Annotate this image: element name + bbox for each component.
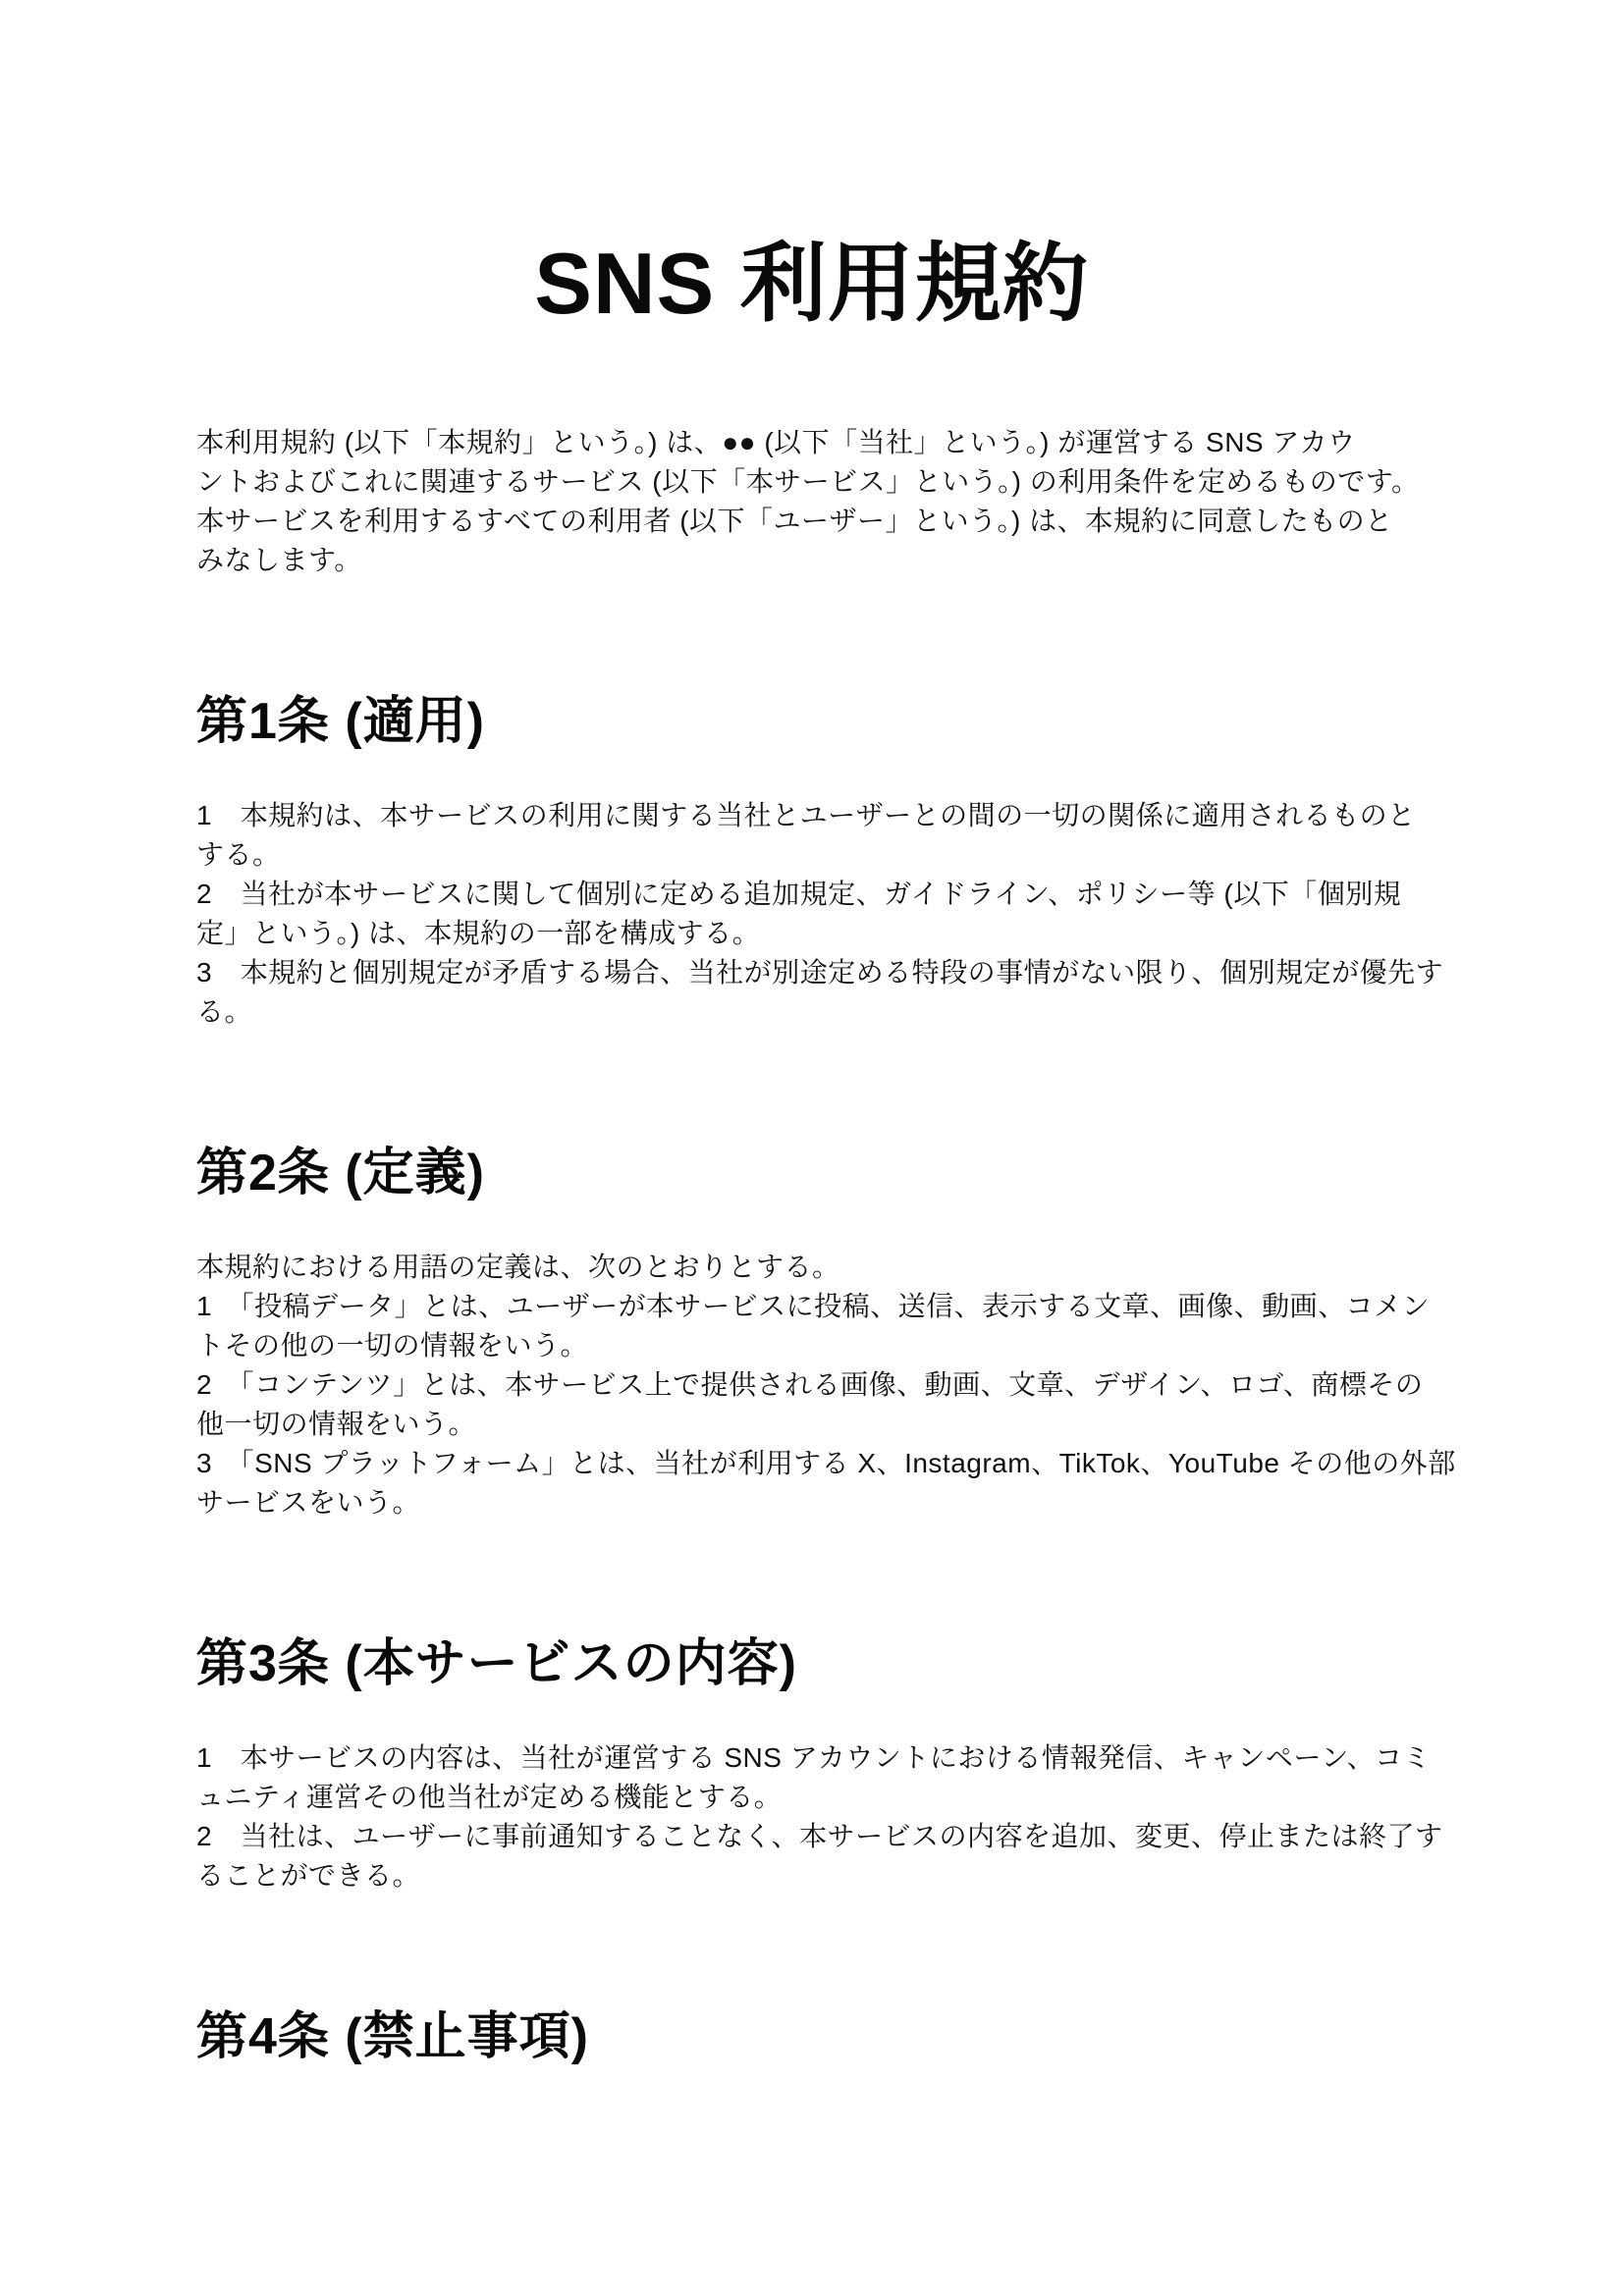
section-article-1 bbox=[196, 690, 1444, 1032]
article-1-body bbox=[196, 796, 1444, 1032]
text-line: 他一切の情報をいう。 bbox=[196, 1409, 477, 1440]
intro-paragraph bbox=[196, 423, 1428, 580]
text-line: 3 本規約と個別規定が矛盾する場合、当社が別途定める特段の事情がない限り、個別規定が優先す bbox=[196, 957, 1444, 988]
text-line: サービスをいう。 bbox=[196, 1487, 421, 1519]
text-line: 3 「SNS プラットフォーム」とは、当社が利用する X、Instagram、TikTok、YouTube その他の外部 bbox=[196, 1448, 1456, 1479]
text-line: 2 当社は、ユーザーに事前通知することなく、本サービスの内容を追加、変更、停止または終了す bbox=[196, 1821, 1443, 1852]
article-1-heading: 第1条 (適用) bbox=[196, 693, 486, 751]
text-line: 2 当社が本サービスに関して個別に定める追加規定、ガイドライン、ポリシー等 (以下「個別規 bbox=[196, 879, 1402, 910]
text-line: する。 bbox=[196, 839, 281, 871]
text-line: ュニティ運営その他当社が定める機能とする。 bbox=[196, 1782, 783, 1813]
text-line: 1 本規約は、本サービスの利用に関する当社とユーザーとの間の一切の関係に適用されるものと bbox=[196, 800, 1416, 831]
article-3-body bbox=[196, 1738, 1443, 1896]
section-article-2 bbox=[196, 1142, 1456, 1522]
article-2-body bbox=[196, 1248, 1456, 1522]
section-article-4 bbox=[196, 2005, 1428, 2068]
text-line: 本利用規約 (以下「本規約」という。) は、●● (以下「当社」という。) が運営する SNS アカウ bbox=[196, 427, 1356, 458]
text-line: ることができる。 bbox=[196, 1860, 421, 1892]
text-line: 1 「投稿データ」とは、ユーザーが本サービスに投稿、送信、表示する文章、画像、動画、コメン bbox=[196, 1291, 1431, 1322]
article-2-heading: 第2条 (定義) bbox=[196, 1145, 486, 1202]
text-line: トその他の一切の情報をいう。 bbox=[196, 1330, 589, 1362]
text-line: 2 「コンテンツ」とは、本サービス上で提供される画像、動画、文章、デザイン、ロゴ、商標その bbox=[196, 1369, 1424, 1401]
text-line: みなします。 bbox=[196, 545, 362, 576]
text-line: 1 本サービスの内容は、当社が運営する SNS アカウントにおける情報発信、キャンペーン、コミ bbox=[196, 1742, 1432, 1774]
article-3-heading: 第3条 (本サービスの内容) bbox=[196, 1635, 798, 1693]
text-line: る。 bbox=[196, 996, 253, 1028]
text-line: 本サービスを利用するすべての利用者 (以下「ユーザー」という。) は、本規約に同意したものと bbox=[196, 506, 1393, 537]
text-line: 定」という。) は、本規約の一部を構成する。 bbox=[196, 918, 761, 949]
text-line: ントおよびこれに関連するサービス (以下「本サービス」という。) の利用条件を定めるものです。 bbox=[196, 466, 1420, 498]
document-title: SNS 利用規約 bbox=[534, 235, 1090, 332]
section-article-3 bbox=[196, 1632, 1443, 1896]
article-4-heading: 第4条 (禁止事項) bbox=[196, 2008, 590, 2066]
text-line: 本規約における用語の定義は、次のとおりとする。 bbox=[196, 1252, 840, 1283]
